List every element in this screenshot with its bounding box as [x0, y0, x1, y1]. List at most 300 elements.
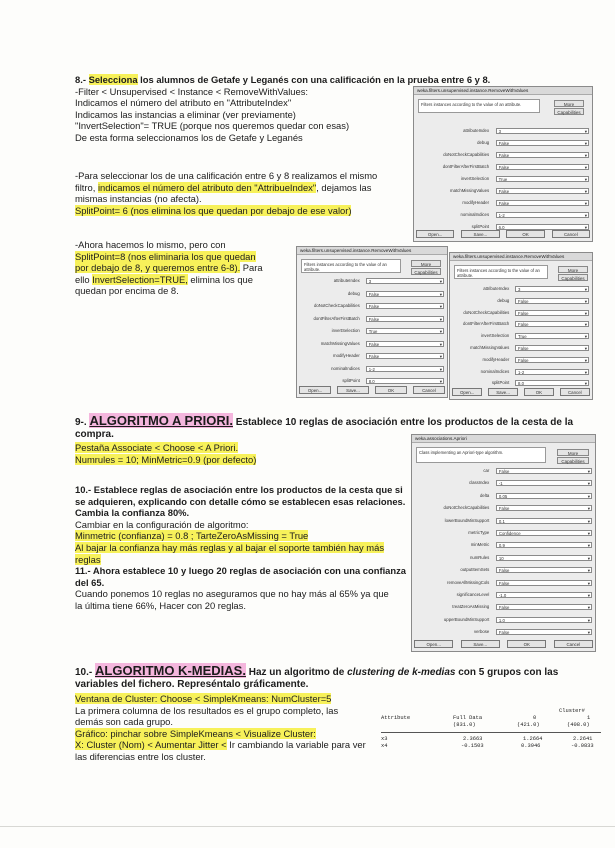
- property-value: 1-2: [498, 213, 505, 218]
- cancel-button[interactable]: Cancel: [560, 388, 590, 396]
- property-field[interactable]: [496, 176, 589, 182]
- chevron-down-icon: ▾: [439, 304, 442, 309]
- property-value: False: [498, 141, 510, 146]
- property-row: [414, 579, 592, 587]
- property-row: [416, 127, 589, 135]
- paragraph-2-pre: filtro,: [75, 181, 96, 193]
- property-row: [299, 277, 444, 285]
- remove-with-values-dialog-copy: [449, 252, 593, 400]
- property-field[interactable]: [496, 164, 589, 170]
- paragraph-3-ello: ello: [75, 273, 93, 285]
- property-label: attributeIndex: [333, 278, 360, 283]
- property-field[interactable]: [366, 341, 444, 347]
- property-value: False: [518, 298, 529, 304]
- section-10-line-1: 10.- Establece reglas de asociación entre los productos de la cesta que si: [75, 484, 403, 495]
- section-9-steps: [75, 442, 405, 465]
- section-kmeans: [75, 664, 575, 691]
- filter-path-line: -Filter < Unsupervised < Instance < RemoveWithValues:: [75, 85, 309, 97]
- property-label: invertSelection: [460, 176, 490, 181]
- property-label: splitPoint: [491, 380, 510, 386]
- property-field[interactable]: [496, 212, 589, 218]
- save-button[interactable]: Save...: [488, 388, 518, 396]
- property-label: doNotCheckCapabilities: [463, 309, 510, 315]
- property-row: [452, 344, 589, 352]
- chevron-down-icon: ▾: [584, 177, 587, 182]
- property-row: [416, 187, 589, 195]
- chevron-down-icon: ▾: [584, 141, 587, 146]
- property-field[interactable]: [366, 316, 444, 322]
- property-label: nominalIndices: [480, 368, 510, 374]
- property-field[interactable]: [496, 604, 592, 610]
- property-value: False: [368, 291, 380, 297]
- ok-button[interactable]: OK: [524, 388, 554, 396]
- property-field[interactable]: [366, 328, 444, 334]
- save-button[interactable]: Save...: [461, 230, 499, 238]
- paragraph-2-post: , dejamos las: [316, 181, 372, 193]
- chevron-down-icon: ▾: [439, 291, 442, 297]
- jitter-highlight: X: Cluster (Nom) < Aumentar Jitter <: [75, 739, 227, 751]
- property-row: [416, 175, 589, 183]
- dialog-title-bar: weka.associations.Apriori: [412, 435, 595, 443]
- kmeans-statement-2: variables del fichero. Represéntalo gráficamente.: [75, 679, 309, 690]
- property-row: [452, 285, 589, 293]
- cancel-button[interactable]: Cancel: [554, 640, 593, 648]
- kmeans-line-6: las diferencias entre los cluster.: [75, 750, 206, 762]
- kmeans-statement-post: con 5 grupos con las: [455, 667, 559, 678]
- row-1-attr: x3: [381, 736, 388, 742]
- apriori-dialog: [411, 434, 596, 652]
- chevron-down-icon: ▾: [439, 379, 442, 384]
- open-button[interactable]: Open...: [299, 386, 331, 394]
- property-field[interactable]: [496, 567, 592, 573]
- row-2-c1: -0.0833: [571, 743, 594, 749]
- property-value: False: [498, 469, 510, 474]
- about-box: Filters instances according to the value of an attribute.: [418, 99, 540, 113]
- chevron-down-icon: ▾: [587, 605, 590, 611]
- property-label: nominalIndices: [331, 365, 360, 371]
- property-field[interactable]: [496, 188, 589, 194]
- ok-button[interactable]: OK: [506, 230, 544, 238]
- property-row: [414, 479, 592, 487]
- property-field[interactable]: [496, 542, 592, 548]
- chevron-down-icon: ▾: [587, 531, 590, 536]
- chevron-down-icon: ▾: [584, 165, 587, 170]
- property-field[interactable]: [515, 321, 589, 327]
- property-value: 6.0: [498, 225, 505, 230]
- kmeans-number: 10.-: [75, 667, 93, 678]
- splitpoint-6-line: SplitPoint= 6 (nos elimina los que quedan por debajo de ese valor): [75, 204, 352, 216]
- property-row: [299, 365, 444, 373]
- property-field[interactable]: [515, 369, 589, 375]
- about-box: Filters instances according to the value of an attribute.: [454, 265, 548, 279]
- paragraph-2-line-1: -Para seleccionar los de una calificación entre 6 y 8 realizamos el mismo: [75, 170, 378, 181]
- splitpoint-8-line: SplitPoint=8 (nos eliminaria los que quedan: [75, 250, 256, 262]
- section-11-line-3: Cuando ponemos 10 reglas no aseguramos que no hay más al 65% ya que: [75, 588, 389, 600]
- property-label: doNotCheckCapabilities: [443, 505, 490, 511]
- section-8-paragraph-2: [75, 170, 405, 216]
- property-label: dontFilterAfterFirstBatch: [462, 321, 510, 327]
- section-8-highlight: Selecciona: [88, 74, 138, 85]
- property-value: 1-2: [368, 366, 375, 372]
- property-label: attributeIndex: [463, 128, 490, 133]
- property-value: 1.0: [498, 617, 505, 623]
- property-field[interactable]: [496, 555, 592, 561]
- cluster-window-line: Ventana de Cluster: Choose < SimpleKmeans: NumCluster=5: [75, 693, 332, 704]
- count-1: (408.0): [567, 722, 590, 728]
- col-attribute: Attribute: [381, 715, 411, 721]
- kmeans-italic: clustering de k-medias: [347, 667, 456, 678]
- property-row: [299, 340, 444, 348]
- property-field[interactable]: [515, 286, 589, 292]
- property-value: 0.9: [498, 543, 505, 549]
- paragraph-3-line-1: -Ahora hacemos lo mismo, pero con: [75, 239, 226, 250]
- property-row: [414, 541, 592, 549]
- attribute-index-line: Indicamos el número del atributo en "AttributeIndex": [75, 97, 292, 109]
- dialog-title-bar: weka.filters.unsupervised.instance.RemoveWithValues: [414, 87, 592, 95]
- section-9-number: 9-.: [75, 417, 87, 428]
- property-label: metricType: [468, 530, 490, 535]
- property-label: doNotCheckCapabilities: [443, 152, 490, 157]
- chevron-down-icon: ▾: [584, 369, 587, 375]
- selection-summary-line: De esta forma seleccionamos los de Getafe y Leganés: [75, 131, 303, 143]
- property-row: [414, 603, 592, 611]
- property-label: removeAllMissingCols: [447, 579, 490, 585]
- property-value: True: [368, 329, 378, 334]
- about-box: Filters instances according to the value of an attribute.: [301, 259, 401, 273]
- open-button[interactable]: Open...: [416, 230, 454, 238]
- property-value: False: [518, 322, 529, 328]
- property-value: -1.0: [498, 593, 507, 598]
- section-10-line-2: se adquieren, explicando con detalle cómo se establecen esas relaciones.: [75, 495, 406, 507]
- property-row: [414, 467, 592, 475]
- cancel-button[interactable]: Cancel: [413, 386, 445, 394]
- chevron-down-icon: ▾: [584, 322, 587, 328]
- property-label: modifyHeader: [482, 356, 510, 362]
- save-button[interactable]: Save...: [337, 386, 369, 394]
- jitter-post: Ir cambiando la variable para ver: [226, 739, 366, 751]
- remove-with-values-dialog-8: [296, 246, 448, 398]
- chevron-down-icon: ▾: [584, 287, 587, 292]
- property-field[interactable]: [496, 140, 589, 146]
- confidence-note: Al bajar la confianza hay más reglas y al bajar el soporte también hay más: [75, 541, 385, 553]
- property-field[interactable]: [496, 580, 592, 586]
- property-label: matchMissingValues: [470, 345, 510, 350]
- property-label: significanceLevel: [456, 592, 490, 597]
- property-row: [414, 554, 592, 562]
- section-11-line-2: del 65.: [75, 576, 105, 588]
- section-9-statement-2: compra.: [75, 429, 114, 440]
- chevron-down-icon: ▾: [584, 310, 587, 316]
- property-row: [452, 297, 589, 305]
- property-label: outputItemSets: [460, 567, 490, 573]
- property-label: minMetric: [470, 542, 490, 548]
- property-value: False: [368, 354, 380, 359]
- chevron-down-icon: ▾: [584, 213, 587, 218]
- property-label: delta: [479, 492, 490, 498]
- paragraph-3-post: elimina los que: [187, 273, 253, 285]
- property-value: False: [368, 316, 380, 322]
- property-row: [416, 151, 589, 159]
- chevron-down-icon: ▾: [439, 279, 442, 284]
- cluster-output: [381, 708, 601, 764]
- chevron-down-icon: ▾: [587, 568, 590, 574]
- property-value: False: [518, 310, 529, 316]
- property-value: 3: [518, 287, 521, 292]
- property-row: [452, 332, 589, 340]
- property-field[interactable]: [496, 468, 592, 474]
- property-value: 3: [368, 279, 372, 284]
- property-field[interactable]: [515, 357, 589, 363]
- invert-selection-line: "InvertSelection"= TRUE (porque nos queremos quedar con esas): [75, 120, 350, 132]
- property-value: False: [498, 153, 510, 158]
- save-button[interactable]: Save...: [461, 640, 500, 648]
- splitpoint-8-line-2: por debajo de 8, y queremos entre 6-8).: [75, 262, 241, 274]
- kmeans-line-3: demás son cada grupo.: [75, 716, 173, 728]
- chevron-down-icon: ▾: [587, 593, 590, 598]
- property-row: [416, 139, 589, 147]
- property-field[interactable]: [496, 617, 592, 623]
- section-11-line-1: 11.- Ahora establece 10 y luego 20 reglas de asociación con una confianza: [75, 565, 407, 577]
- confidence-note-2: reglas: [75, 553, 101, 565]
- chevron-down-icon: ▾: [584, 201, 587, 206]
- chevron-down-icon: ▾: [584, 153, 587, 158]
- property-field[interactable]: [366, 378, 444, 384]
- section-11-line-4: la última tiene 66%, Hacer con 20 reglas.: [75, 599, 246, 611]
- apriori-path: Pestaña Associate < Choose < A Priori.: [75, 442, 239, 453]
- property-value: False: [498, 506, 510, 512]
- property-field[interactable]: [496, 480, 592, 486]
- capabilities-button[interactable]: Capabilities: [557, 457, 589, 464]
- property-field[interactable]: [515, 298, 589, 304]
- property-value: 10: [498, 555, 504, 561]
- property-row: [299, 290, 444, 298]
- property-row: [414, 529, 592, 537]
- property-field[interactable]: [496, 152, 589, 158]
- property-label: splitPoint: [342, 378, 360, 383]
- property-label: invertSelection: [331, 328, 360, 333]
- property-value: 8.0: [518, 381, 524, 387]
- property-row: [299, 377, 444, 385]
- dialog-footer: [414, 640, 593, 649]
- open-button[interactable]: Open...: [414, 640, 453, 648]
- more-button[interactable]: More: [411, 260, 441, 267]
- ok-button[interactable]: OK: [507, 640, 546, 648]
- property-label: dontFilterAfterFirstBatch: [442, 164, 490, 169]
- property-value: False: [518, 346, 529, 351]
- chevron-down-icon: ▾: [584, 129, 587, 134]
- chevron-down-icon: ▾: [584, 225, 587, 230]
- graphic-line: Gráfico: pinchar sobre SimpleKmeans < Visualize Cluster:: [75, 727, 316, 739]
- section-8-number: 8.-: [75, 74, 86, 85]
- property-field[interactable]: [515, 345, 589, 351]
- property-field[interactable]: [366, 366, 444, 372]
- property-row: [299, 352, 444, 360]
- property-row: [299, 302, 444, 310]
- property-row: [416, 211, 589, 219]
- property-field[interactable]: [496, 518, 592, 524]
- instances-line: Indicamos las instancias a eliminar (ver previamente): [75, 108, 296, 120]
- property-row: [452, 320, 589, 328]
- about-box: Class implementing an Apriori-type algorithm.: [416, 447, 546, 463]
- property-row: [416, 199, 589, 207]
- section-8-title: los alumnos de Getafe y Leganés con una calificación en la prueba entre 6 y 8.: [140, 74, 491, 85]
- property-value: 1-2: [518, 369, 525, 375]
- property-value: False: [498, 580, 510, 586]
- chevron-down-icon: ▾: [587, 617, 590, 623]
- property-row: [414, 517, 592, 525]
- property-row: [414, 591, 592, 599]
- property-row: [414, 504, 592, 512]
- section-10-line-3: Cambia la confianza 80%.: [75, 507, 190, 519]
- property-label: attributeIndex: [483, 286, 510, 291]
- property-label: debug: [477, 140, 490, 145]
- chevron-down-icon: ▾: [439, 354, 442, 359]
- chevron-down-icon: ▾: [587, 469, 590, 474]
- property-value: 0.1: [498, 518, 505, 524]
- chevron-down-icon: ▾: [584, 357, 587, 363]
- property-value: 3: [498, 129, 501, 134]
- property-label: debug: [497, 297, 510, 303]
- property-field[interactable]: [366, 291, 444, 297]
- property-label: splitPoint: [471, 224, 490, 229]
- property-label: matchMissingValues: [320, 340, 360, 346]
- page-bottom-line: [0, 826, 615, 827]
- chevron-down-icon: ▾: [587, 630, 590, 636]
- property-field[interactable]: [496, 629, 592, 635]
- paragraph-3-para: Para: [240, 262, 263, 274]
- property-value: False: [498, 630, 510, 636]
- chevron-down-icon: ▾: [587, 481, 590, 487]
- remove-with-values-dialog: [413, 86, 593, 242]
- property-row: [414, 566, 592, 574]
- property-label: invertSelection: [481, 333, 510, 339]
- paragraph-3-line-5: quedan por encima de 8.: [75, 285, 179, 297]
- dialog-footer: [299, 386, 445, 395]
- section-10-line-4: Cambiar en la configuración de algoritmo:: [75, 518, 249, 530]
- property-field[interactable]: [515, 333, 589, 339]
- count-full: (831.0): [453, 722, 476, 728]
- chevron-down-icon: ▾: [439, 341, 442, 347]
- chevron-down-icon: ▾: [584, 381, 587, 387]
- capabilities-button[interactable]: Capabilities: [411, 268, 441, 275]
- kmeans-steps: [75, 693, 388, 763]
- property-field[interactable]: [496, 505, 592, 511]
- property-field[interactable]: [496, 592, 592, 598]
- property-value: False: [498, 201, 510, 206]
- more-button[interactable]: More: [554, 100, 584, 107]
- cluster-header: Cluster#: [559, 708, 585, 714]
- chevron-down-icon: ▾: [584, 334, 587, 340]
- open-button[interactable]: Open...: [452, 388, 482, 396]
- capabilities-button[interactable]: Capabilities: [558, 274, 588, 281]
- property-label: dontFilterAfterFirstBatch: [313, 315, 360, 321]
- property-field[interactable]: [496, 200, 589, 206]
- property-label: modifyHeader: [333, 353, 360, 358]
- property-label: upperBoundMinSupport: [443, 616, 490, 622]
- section-8-paragraph-3: [75, 239, 283, 297]
- property-row: [452, 356, 589, 364]
- property-field[interactable]: [366, 278, 444, 284]
- property-field[interactable]: [515, 310, 589, 316]
- capabilities-button[interactable]: Capabilities: [554, 108, 584, 115]
- chevron-down-icon: ▾: [587, 506, 590, 512]
- property-row: [414, 616, 592, 624]
- property-row: [414, 492, 592, 500]
- dialog-footer: [416, 230, 590, 239]
- property-field[interactable]: [496, 530, 592, 536]
- cancel-button[interactable]: Cancel: [552, 230, 590, 238]
- property-value: True: [518, 334, 527, 340]
- dialog-title-bar: weka.filters.unsupervised.instance.RemoveWithValues: [450, 253, 592, 261]
- row-1-c1: 2.2641: [573, 736, 593, 742]
- kmeans-line-2: La primera columna de los resultados es el grupo completo, las: [75, 704, 339, 716]
- property-value: False: [518, 357, 529, 363]
- section-9-statement: Establece 10 reglas de asociación entre los productos de la cesta de la: [235, 417, 574, 428]
- chevron-down-icon: ▾: [439, 329, 442, 334]
- row-1-full: 2.3663: [463, 736, 483, 742]
- property-field[interactable]: [366, 353, 444, 359]
- more-button[interactable]: More: [557, 449, 589, 456]
- more-button[interactable]: More: [558, 266, 588, 273]
- property-value: False: [368, 304, 380, 309]
- property-value: False: [498, 165, 510, 170]
- ok-button[interactable]: OK: [375, 386, 407, 394]
- property-label: matchMissingValues: [450, 188, 490, 193]
- property-field[interactable]: [366, 303, 444, 309]
- paragraph-2-line-3: mismas instancias (no afecta).: [75, 193, 202, 205]
- chevron-down-icon: ▾: [587, 543, 590, 549]
- property-row: [299, 327, 444, 335]
- property-value: 0.05: [498, 493, 508, 499]
- property-label: treatZeroAsMissing: [452, 604, 490, 610]
- minmetric-line: Minmetric (confianza) = 0.8 ; TarteZeroAsMissing = True: [75, 530, 309, 542]
- chevron-down-icon: ▾: [439, 366, 442, 372]
- chevron-down-icon: ▾: [587, 555, 590, 561]
- property-label: car: [483, 468, 490, 473]
- col-cluster-0: 0: [533, 715, 537, 721]
- dialog-title-bar: weka.filters.unsupervised.instance.RemoveWithValues: [297, 247, 447, 255]
- kmeans-statement: Haz un algoritmo de: [248, 667, 348, 678]
- apriori-params: Numrules = 10; MinMetric=0.9 (por defecto): [75, 453, 257, 465]
- chevron-down-icon: ▾: [584, 298, 587, 304]
- property-label: debug: [347, 290, 360, 296]
- section-10: [75, 484, 410, 612]
- row-2-attr: x4: [381, 743, 388, 749]
- property-row: [299, 315, 444, 323]
- chevron-down-icon: ▾: [587, 493, 590, 499]
- col-full-data: Full Data: [453, 715, 483, 721]
- row-2-c0: 0.3946: [521, 743, 541, 749]
- property-field[interactable]: [496, 493, 592, 499]
- property-label: doNotCheckCapabilities: [313, 303, 360, 308]
- paragraph-2-highlight: indicamos el número del atributo den "AttribueIndex": [97, 181, 317, 193]
- invert-true-highlight: InvertSelection=TRUE,: [92, 273, 188, 285]
- chevron-down-icon: ▾: [439, 316, 442, 322]
- property-value: Confidence: [498, 531, 521, 536]
- col-cluster-1: 1: [587, 715, 591, 721]
- chevron-down-icon: ▾: [587, 580, 590, 586]
- row-1-c0: 1.2664: [523, 736, 543, 742]
- property-row: [452, 379, 589, 387]
- property-value: False: [498, 189, 510, 194]
- property-field[interactable]: [496, 128, 589, 134]
- property-label: modifyHeader: [462, 200, 490, 205]
- count-0: (421.0): [517, 722, 540, 728]
- property-field[interactable]: [515, 380, 589, 386]
- kmeans-title: ALGORITMO K-MEDIAS.: [95, 663, 246, 678]
- cluster-divider: [381, 732, 601, 733]
- property-label: nominalIndices: [460, 212, 490, 217]
